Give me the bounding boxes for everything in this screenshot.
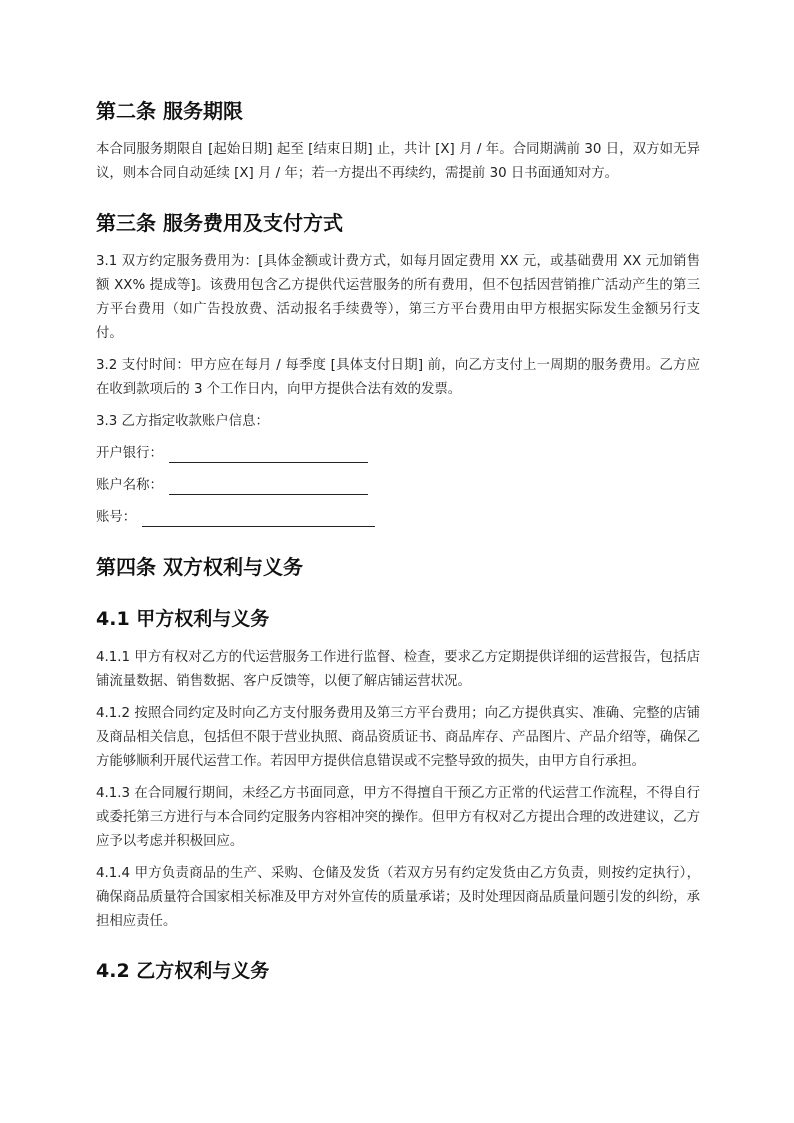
clause-4-1-2: 4.1.2 按照合同约定及时向乙方支付服务费用及第三方平台费用；向乙方提供真实、准确、完整的店铺及商品相关信息，包括但不限于营业执照、商品资质证书、商品库存、产品图片、产品介绍等，确保乙方能够顺利开展代运营工作。若因甲方提供信息错误或不完整导致的损失，由甲方自行承担。 [96,706,700,769]
article-3-title: 第三条 服务费用及支付方式 [96,211,343,235]
account-number-field [96,506,700,530]
section-4-1-title: 4.1 甲方权利与义务 [96,608,270,630]
clause-4-1-4: 4.1.4 甲方负责商品的生产、采购、仓储及发货（若双方另有约定发货由乙方负责，则按约定执行），确保商品质量符合国家相关标准及甲方对外宣传的质量承诺；及时处理因商品质量问题引发的纠纷，承担相应责任。 [96,866,700,929]
clause-4-1-3: 4.1.3 在合同履行期间，未经乙方书面同意，甲方不得擅自干预乙方正常的代运营工作流程，不得自行或委托第三方进行与本合同约定服务内容相冲突的操作。但甲方有权对乙方提出合理的改进建议，乙方应予以考虑并积极回应。 [96,786,700,849]
clause-3-3: 3.3 乙方指定收款账户信息： [96,414,269,429]
article-2-paragraph: 本合同服务期限自 [起始日期] 起至 [结束日期] 止，共计 [X] 月 / 年。合同期满前 30 日，双方如无异议，则本合同自动延续 [X] 月 / 年；若一方提出不再续约，需提前 30 日书面通知对方。 [96,142,700,181]
account-number-label: 账号： [96,510,137,525]
account-name-label: 账户名称： [96,478,163,493]
article-4-title: 第四条 双方权利与义务 [96,555,303,579]
account-name-blank-line [169,478,368,495]
bank-field [96,442,700,466]
account-number-blank-line [142,510,375,527]
clause-4-1-1: 4.1.1 甲方有权对乙方的代运营服务工作进行监督、检查，要求乙方定期提供详细的运营报告，包括店铺流量数据、销售数据、客户反馈等，以便了解店铺运营状况。 [96,650,700,689]
bank-blank-line [169,446,368,463]
section-4-2-title: 4.2 乙方权利与义务 [96,960,270,982]
account-name-field [96,474,700,498]
contract-page [96,92,700,986]
article-2-title: 第二条 服务期限 [96,99,243,123]
bank-label: 开户银行： [96,446,163,461]
clause-3-2: 3.2 支付时间：甲方应在每月 / 每季度 [具体支付日期] 前，向乙方支付上一周期的服务费用。乙方应在收到款项后的 3 个工作日内，向甲方提供合法有效的发票。 [96,358,700,397]
clause-3-1: 3.1 双方约定服务费用为：[具体金额或计费方式，如每月固定费用 XX 元，或基础费用 XX 元加销售额 XX% 提成等]。该费用包含乙方提供代运营服务的所有费用，但不包括因营销推广活动产生的第三方平台费用（如广告投放费、活动报名手续费等），第三方平台费用由甲方根据实际发生金额另行支付。 [96,254,700,341]
